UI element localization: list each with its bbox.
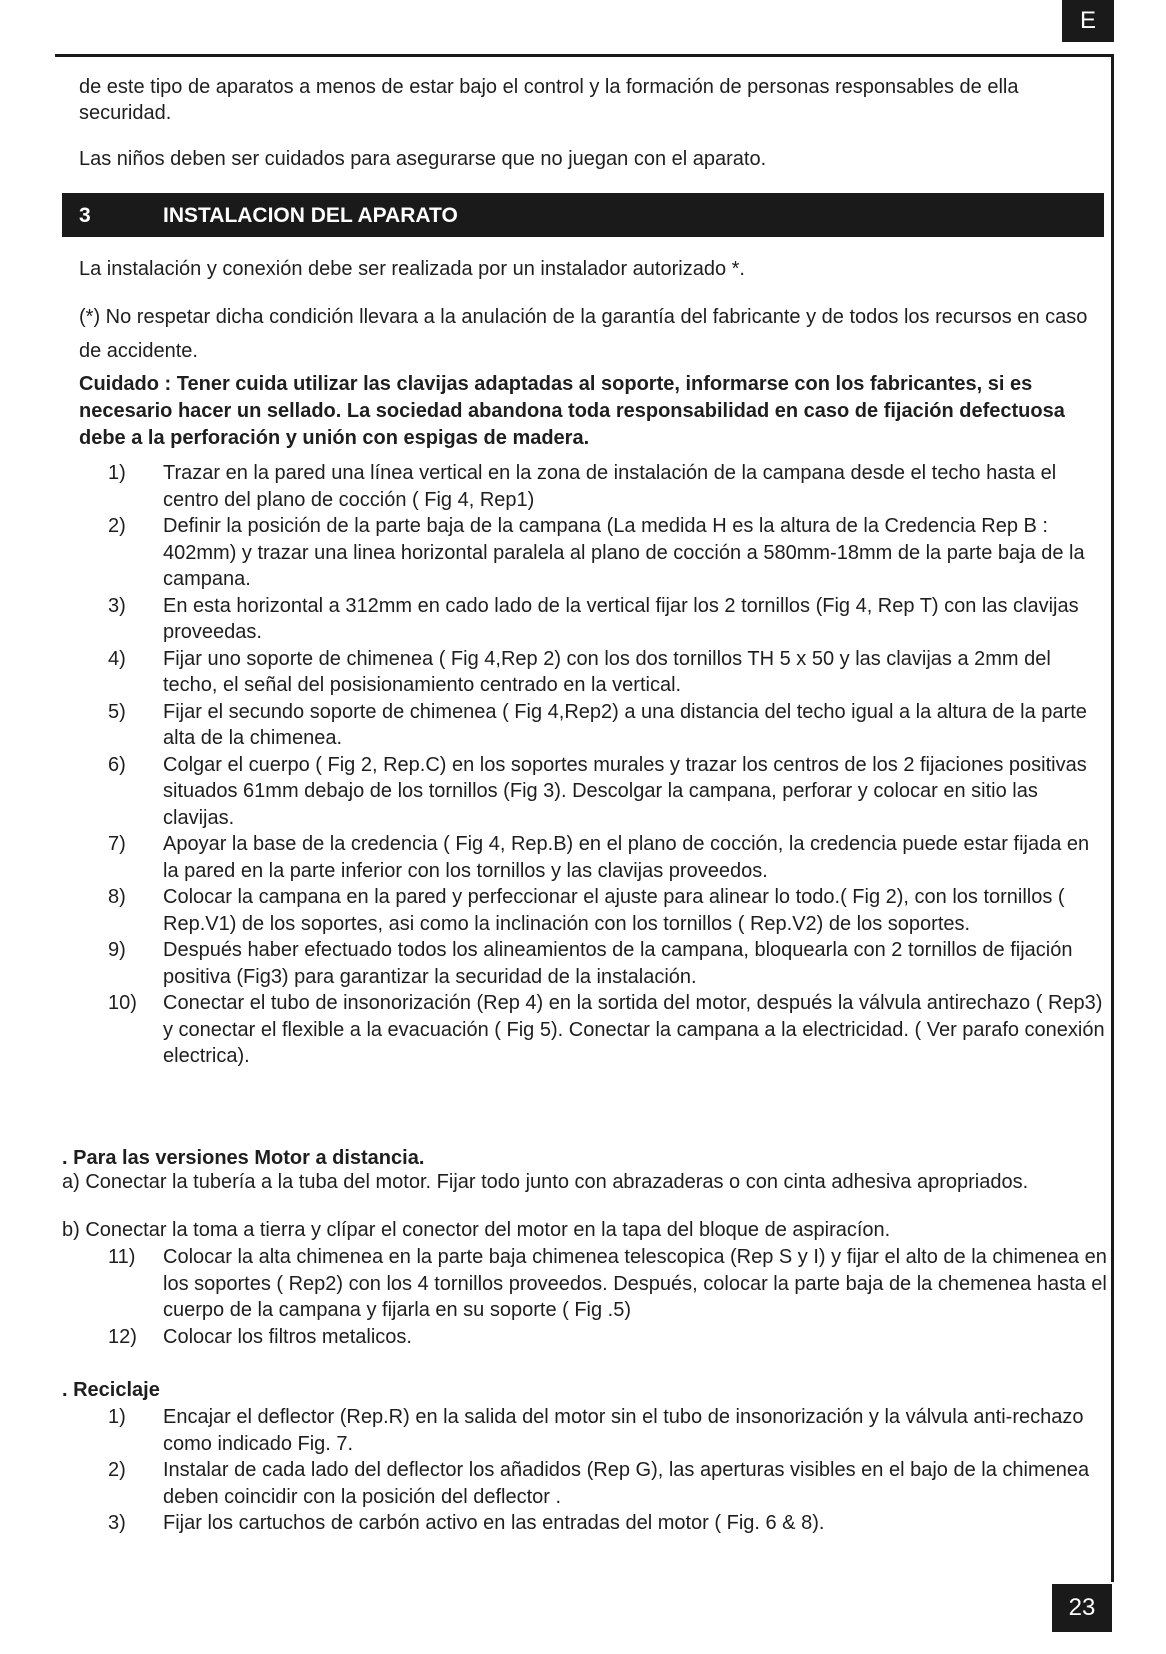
list-item: 6) Colgar el cuerpo ( Fig 2, Rep.C) en los soportes murales y trazar los centros de los 2 fijaciones positivas situados 61mm debajo de los tornillos (Fig 3). Descolgar la campana, perforar y colocar en sitio las clavijas. xyxy=(108,753,1087,829)
list-item: 12) Colocar los filtros metalicos. xyxy=(108,1325,412,1348)
motor-step-b: b) Conectar la toma a tierra y clípar el conector del motor en la tapa del bloque de aspiracíon. xyxy=(62,1219,891,1241)
list-item: 8) Colocar la campana en la pared y perfeccionar el ajuste para alinear lo todo.( Fig 2), con los tornillos ( Rep.V1) de los soportes, asi como la inclinación con los tornillos ( Rep.V2) de los soportes. xyxy=(108,886,1065,935)
list-item: 10) Conectar el tubo de insonorización (Rep 4) en la sortida del motor, después la válvula antirechazo ( Rep3) y conectar el flexible a la evacuación ( Fig 5). Conectar la campana a la electricidad. ( Ver parafo conexión electrica). xyxy=(108,992,1105,1067)
list-item: 7) Apoyar la base de la credencia ( Fig 4, Rep.B) en el plano de cocción, la credencia puede estar fijada en la pared en la parte inferior con los tornillos y las clavijas proveedos. xyxy=(108,833,1090,882)
list-item: 1) Trazar en la pared una línea vertical en la zona de instalación de la campana desde el techo hasta el centro del plano de cocción ( Fig 4, Rep1) xyxy=(108,462,1057,511)
section-number: 3 xyxy=(79,204,91,227)
list-item: 9) Después haber efectuado todos los alineamientos de la campana, bloquearla con 2 tornillos de fijación positiva (Fig3) para garantizar la securidad de la instalación. xyxy=(108,939,1073,988)
section-title: INSTALACION DEL APARATO xyxy=(163,204,458,227)
chimney-steps xyxy=(108,1244,1108,1350)
list-item: 1) Encajar el deflector (Rep.R) en la salida del motor sin el tubo de insonorización y la válvula anti-rechazo como indicado Fig. 7. xyxy=(108,1406,1084,1455)
top-rule xyxy=(55,54,1114,57)
motor-heading: . Para las versiones Motor a distancia. xyxy=(62,1147,425,1169)
recycle-steps xyxy=(108,1404,1108,1537)
list-item: 4) Fijar uno soporte de chimenea ( Fig 4,Rep 2) con los dos tornillos TH 5 x 50 y las clavijas a 2mm del techo, el señal del posisionamiento centrado en la vertical. xyxy=(108,647,1051,696)
motor-step-a: a) Conectar la tubería a la tuba del motor. Fijar todo junto con abrazaderas o con cinta adhesiva apropriados. xyxy=(62,1171,1029,1193)
caution-note: Cuidado : Tener cuida utilizar las clavijas adaptadas al soporte, informarse con los fabricantes, si es necesario hacer un sellado. La sociedad abandona toda responsabilidad en caso de fijación defectuosa debe a la perforación y unión con espigas de madera. xyxy=(79,373,1065,449)
list-item: 3) Fijar los cartuchos de carbón activo en las entradas del motor ( Fig. 6 & 8). xyxy=(108,1512,825,1534)
list-item: 2) Instalar de cada lado del deflector los añadidos (Rep G), las aperturas visibles en el bajo de la chimenea deben coincidir con la posición del deflector . xyxy=(108,1459,1090,1508)
list-item: 11) Colocar la alta chimenea en la parte baja chimenea telescopica (Rep S y I) y fijar el alto de la chimenea en los soportes ( Rep2) con los 4 tornillos proveedos. Después, colocar la parte baja de la chemenea hasta el cuerpo de la campana y fijarla en su soporte ( Fig .5) xyxy=(108,1246,1107,1321)
language-tab: E xyxy=(1062,0,1114,42)
warranty-note: (*) No respetar dicha condición llevara a la anulación de la garantía del fabricante y de todos los recursos en caso de accidente. xyxy=(79,306,1088,362)
section-header xyxy=(62,193,1104,237)
right-rule xyxy=(1111,54,1114,1582)
installation-steps xyxy=(108,460,1108,1070)
list-item: 2) Definir la posición de la parte baja de la campana (La medida H es la altura de la Credencia Rep B : 402mm) y trazar una linea horizontal paralela al plano de cocción a 580mm-18mm de la parte baja de la campana. xyxy=(108,515,1085,590)
installer-note: La instalación y conexión debe ser realizada por un instalador autorizado *. xyxy=(79,258,745,280)
intro-paragraph: de este tipo de aparatos a menos de estar bajo el control y la formación de personas responsables de ella securidad. xyxy=(79,76,1019,124)
children-warning: Las niños deben ser cuidados para asegurarse que no juegan con el aparato. xyxy=(79,148,767,170)
page-number: 23 xyxy=(1052,1584,1112,1632)
list-item: 3) En esta horizontal a 312mm en cado lado de la vertical fijar los 2 tornillos (Fig 4, Rep T) con las clavijas proveedas. xyxy=(108,594,1079,643)
recycle-heading: . Reciclaje xyxy=(62,1379,160,1401)
list-item: 5) Fijar el secundo soporte de chimenea ( Fig 4,Rep2) a una distancia del techo igual a la altura de la parte alta de la chimenea. xyxy=(108,700,1087,749)
